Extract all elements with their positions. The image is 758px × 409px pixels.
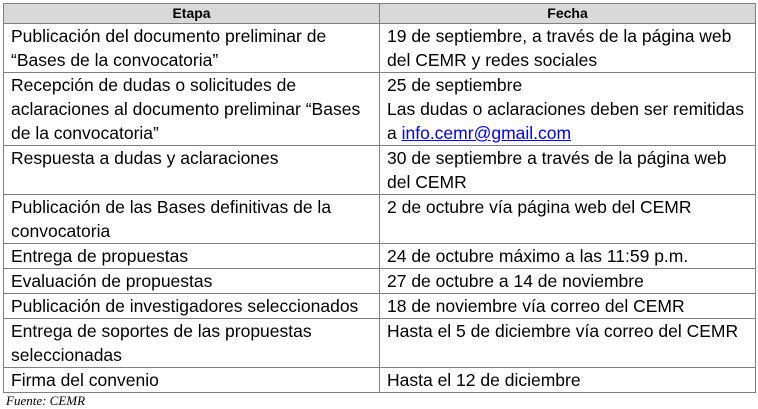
fecha-cell: 24 de octubre máximo a las 11:59 p.m.	[380, 244, 756, 269]
etapa-cell: Publicación del documento preliminar de “Bases de la convocatoria”	[4, 24, 380, 73]
fecha-cell: 2 de octubre vía página web del CEMR	[380, 195, 756, 244]
etapa-cell: Recepción de dudas o solicitudes de aclaraciones al documento preliminar “Bases de la convocatoria”	[4, 73, 380, 146]
etapa-cell: Entrega de soportes de las propuestas seleccionadas	[4, 319, 380, 368]
fecha-date: 25 de septiembre	[387, 75, 523, 95]
table-row	[4, 319, 756, 368]
etapa-cell: Entrega de propuestas	[4, 244, 380, 269]
etapa-cell: Respuesta a dudas y aclaraciones	[4, 146, 380, 195]
fecha-note: Las dudas o aclaraciones deben ser remitidas a	[387, 99, 745, 143]
table-row	[4, 269, 756, 294]
source-note: Fuente: CEMR	[6, 393, 86, 408]
table-row	[4, 24, 756, 73]
fecha-cell: 19 de septiembre, a través de la página web del CEMR y redes sociales	[380, 24, 756, 73]
table-row	[4, 146, 756, 195]
table-row	[4, 294, 756, 319]
fecha-cell: Hasta el 12 de diciembre	[380, 368, 756, 393]
schedule-table	[3, 3, 756, 393]
etapa-cell: Publicación de investigadores seleccionados	[4, 294, 380, 319]
table-row	[4, 244, 756, 269]
fecha-cell: 18 de noviembre vía correo del CEMR	[380, 294, 756, 319]
fecha-cell	[380, 73, 756, 146]
email-link[interactable]: info.cemr@gmail.com	[401, 123, 572, 143]
fecha-cell: 27 de octubre a 14 de noviembre	[380, 269, 756, 294]
table-row	[4, 195, 756, 244]
column-header-etapa: Etapa	[4, 4, 380, 24]
table-row	[4, 73, 756, 146]
table-header-row	[4, 4, 756, 24]
fecha-cell: 30 de septiembre a través de la página web del CEMR	[380, 146, 756, 195]
etapa-cell: Firma del convenio	[4, 368, 380, 393]
etapa-cell: Evaluación de propuestas	[4, 269, 380, 294]
etapa-cell: Publicación de las Bases definitivas de la convocatoria	[4, 195, 380, 244]
fecha-cell: Hasta el 5 de diciembre vía correo del CEMR	[380, 319, 756, 368]
column-header-fecha: Fecha	[380, 4, 756, 24]
table-row	[4, 368, 756, 393]
